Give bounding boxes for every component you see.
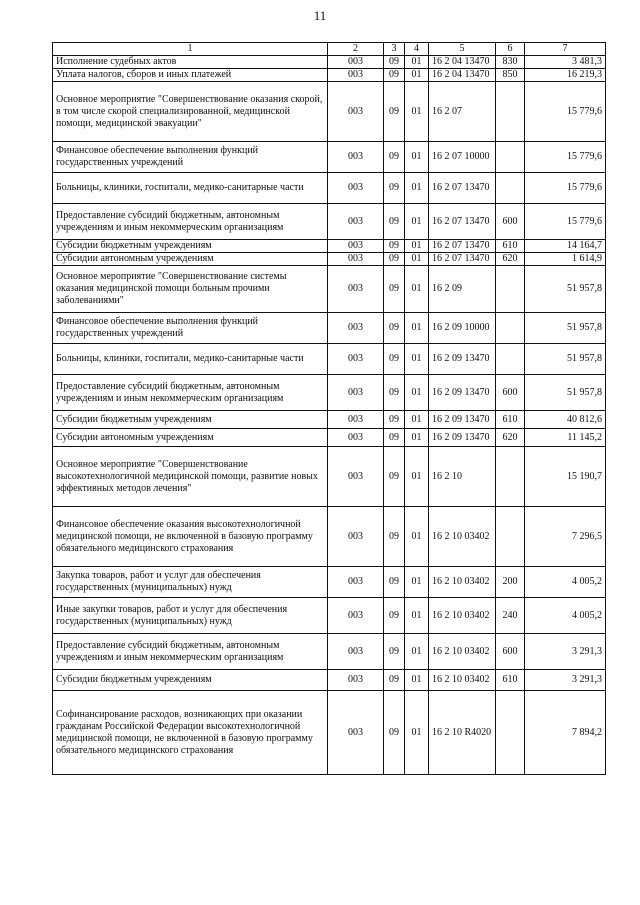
- table-row: [53, 447, 606, 507]
- table-row: [53, 344, 606, 375]
- item-name-cell: Уплата налогов, сборов и иных платежей: [53, 69, 328, 82]
- table-row: [53, 634, 606, 670]
- subsection-cell: 01: [405, 598, 429, 634]
- budget-table: [52, 42, 606, 775]
- expense-type-cell: 600: [496, 375, 525, 411]
- subsection-cell: 01: [405, 375, 429, 411]
- section-cell: 09: [384, 598, 405, 634]
- ministry-code-cell: 003: [328, 344, 384, 375]
- table-row: [53, 313, 606, 344]
- target-article-cell: 16 2 09 13470: [429, 375, 496, 411]
- table-row: [53, 69, 606, 82]
- target-article-cell: 16 2 10: [429, 447, 496, 507]
- table-body: [53, 56, 606, 775]
- subsection-cell: 01: [405, 240, 429, 253]
- expense-type-cell: 610: [496, 670, 525, 691]
- target-article-cell: 16 2 07 13470: [429, 240, 496, 253]
- section-cell: 09: [384, 204, 405, 240]
- table-row: [53, 691, 606, 775]
- item-name-cell: Финансовое обеспечение выполнения функций государственных учреждений: [53, 313, 328, 344]
- header-row: [53, 43, 606, 56]
- item-name-cell: Субсидии автономным учреждениям: [53, 429, 328, 447]
- section-cell: 09: [384, 507, 405, 567]
- section-cell: 09: [384, 670, 405, 691]
- ministry-code-cell: 003: [328, 82, 384, 142]
- amount-cell: 3 291,3: [525, 634, 606, 670]
- expense-type-cell: [496, 344, 525, 375]
- amount-cell: 11 145,2: [525, 429, 606, 447]
- ministry-code-cell: 003: [328, 634, 384, 670]
- table-row: [53, 82, 606, 142]
- target-article-cell: 16 2 09 13470: [429, 429, 496, 447]
- target-article-cell: 16 2 07 10000: [429, 142, 496, 173]
- subsection-cell: 01: [405, 507, 429, 567]
- target-article-cell: 16 2 09 13470: [429, 411, 496, 429]
- header-cell: 7: [525, 43, 606, 56]
- table-row: [53, 266, 606, 313]
- item-name-cell: Финансовое обеспечение выполнения функций государственных учреждений: [53, 142, 328, 173]
- table-row: [53, 429, 606, 447]
- subsection-cell: 01: [405, 253, 429, 266]
- section-cell: 09: [384, 691, 405, 775]
- target-article-cell: 16 2 10 03402: [429, 670, 496, 691]
- ministry-code-cell: 003: [328, 266, 384, 313]
- amount-cell: 15 779,6: [525, 173, 606, 204]
- amount-cell: 15 779,6: [525, 82, 606, 142]
- amount-cell: 7 894,2: [525, 691, 606, 775]
- subsection-cell: 01: [405, 634, 429, 670]
- table-row: [53, 204, 606, 240]
- ministry-code-cell: 003: [328, 670, 384, 691]
- expense-type-cell: 600: [496, 204, 525, 240]
- target-article-cell: 16 2 10 03402: [429, 598, 496, 634]
- header-cell: 3: [384, 43, 405, 56]
- header-cell: 5: [429, 43, 496, 56]
- amount-cell: 4 005,2: [525, 567, 606, 598]
- item-name-cell: Субсидии бюджетным учреждениям: [53, 670, 328, 691]
- expense-type-cell: 610: [496, 411, 525, 429]
- amount-cell: 51 957,8: [525, 375, 606, 411]
- section-cell: 09: [384, 567, 405, 598]
- expense-type-cell: [496, 173, 525, 204]
- ministry-code-cell: 003: [328, 567, 384, 598]
- amount-cell: 15 190,7: [525, 447, 606, 507]
- table-row: [53, 598, 606, 634]
- item-name-cell: Субсидии бюджетным учреждениям: [53, 240, 328, 253]
- page-number: 11: [313, 8, 327, 23]
- section-cell: 09: [384, 69, 405, 82]
- item-name-cell: Предоставление субсидий бюджетным, автономным учреждениям и иным некоммерческим организациям: [53, 375, 328, 411]
- amount-cell: 15 779,6: [525, 142, 606, 173]
- item-name-cell: Предоставление субсидий бюджетным, автономным учреждениям и иным некоммерческим организациям: [53, 204, 328, 240]
- section-cell: 09: [384, 344, 405, 375]
- ministry-code-cell: 003: [328, 313, 384, 344]
- amount-cell: 3 291,3: [525, 670, 606, 691]
- expense-type-cell: [496, 82, 525, 142]
- target-article-cell: 16 2 04 13470: [429, 56, 496, 69]
- section-cell: 09: [384, 411, 405, 429]
- expense-type-cell: [496, 313, 525, 344]
- item-name-cell: Основное мероприятие "Совершенствование системы оказания медицинской помощи больным прочими заболеваниями": [53, 266, 328, 313]
- ministry-code-cell: 003: [328, 447, 384, 507]
- target-article-cell: 16 2 10 03402: [429, 507, 496, 567]
- target-article-cell: 16 2 04 13470: [429, 69, 496, 82]
- subsection-cell: 01: [405, 204, 429, 240]
- subsection-cell: 01: [405, 82, 429, 142]
- subsection-cell: 01: [405, 429, 429, 447]
- table-row: [53, 375, 606, 411]
- expense-type-cell: [496, 691, 525, 775]
- amount-cell: 40 812,6: [525, 411, 606, 429]
- header-cell: 4: [405, 43, 429, 56]
- item-name-cell: Финансовое обеспечение оказания высокотехнологичной медицинской помощи, не включенной в базовую программу обязательного медицинского страхования: [53, 507, 328, 567]
- amount-cell: 16 219,3: [525, 69, 606, 82]
- target-article-cell: 16 2 07 13470: [429, 173, 496, 204]
- amount-cell: 51 957,8: [525, 313, 606, 344]
- item-name-cell: Больницы, клиники, госпитали, медико-санитарные части: [53, 344, 328, 375]
- header-cell: 2: [328, 43, 384, 56]
- ministry-code-cell: 003: [328, 69, 384, 82]
- amount-cell: 1 614,9: [525, 253, 606, 266]
- item-name-cell: Субсидии автономным учреждениям: [53, 253, 328, 266]
- subsection-cell: 01: [405, 670, 429, 691]
- target-article-cell: 16 2 09 13470: [429, 344, 496, 375]
- item-name-cell: Больницы, клиники, госпитали, медико-санитарные части: [53, 173, 328, 204]
- section-cell: 09: [384, 429, 405, 447]
- item-name-cell: Предоставление субсидий бюджетным, автономным учреждениям и иным некоммерческим организациям: [53, 634, 328, 670]
- target-article-cell: 16 2 10 03402: [429, 567, 496, 598]
- item-name-cell: Основное мероприятие "Совершенствование высокотехнологичной медицинской помощи, развитие новых эффективных методов лечения": [53, 447, 328, 507]
- ministry-code-cell: 003: [328, 429, 384, 447]
- header-cell: 1: [53, 43, 328, 56]
- expense-type-cell: 600: [496, 634, 525, 670]
- ministry-code-cell: 003: [328, 253, 384, 266]
- subsection-cell: 01: [405, 56, 429, 69]
- item-name-cell: Иные закупки товаров, работ и услуг для обеспечения государственных (муниципальных) нужд: [53, 598, 328, 634]
- expense-type-cell: [496, 142, 525, 173]
- table-row: [53, 253, 606, 266]
- item-name-cell: Софинансирование расходов, возникающих при оказании гражданам Российской Федерации высокотехнологичной медицинской помощи, не включенной в базовую программу обязательного медицинского страхования: [53, 691, 328, 775]
- table-row: [53, 411, 606, 429]
- section-cell: 09: [384, 142, 405, 173]
- expense-type-cell: 830: [496, 56, 525, 69]
- amount-cell: 4 005,2: [525, 598, 606, 634]
- item-name-cell: Закупка товаров, работ и услуг для обеспечения государственных (муниципальных) нужд: [53, 567, 328, 598]
- subsection-cell: 01: [405, 447, 429, 507]
- subsection-cell: 01: [405, 69, 429, 82]
- subsection-cell: 01: [405, 691, 429, 775]
- section-cell: 09: [384, 447, 405, 507]
- header-cell: 6: [496, 43, 525, 56]
- table-row: [53, 173, 606, 204]
- expense-type-cell: [496, 266, 525, 313]
- ministry-code-cell: 003: [328, 598, 384, 634]
- table-row: [53, 507, 606, 567]
- target-article-cell: 16 2 09: [429, 266, 496, 313]
- subsection-cell: 01: [405, 411, 429, 429]
- amount-cell: 3 481,3: [525, 56, 606, 69]
- target-article-cell: 16 2 07: [429, 82, 496, 142]
- amount-cell: 14 164,7: [525, 240, 606, 253]
- expense-type-cell: 240: [496, 598, 525, 634]
- target-article-cell: 16 2 10 R4020: [429, 691, 496, 775]
- subsection-cell: 01: [405, 567, 429, 598]
- subsection-cell: 01: [405, 313, 429, 344]
- subsection-cell: 01: [405, 344, 429, 375]
- table-row: [53, 56, 606, 69]
- ministry-code-cell: 003: [328, 240, 384, 253]
- ministry-code-cell: 003: [328, 142, 384, 173]
- ministry-code-cell: 003: [328, 56, 384, 69]
- subsection-cell: 01: [405, 173, 429, 204]
- expense-type-cell: 850: [496, 69, 525, 82]
- table-row: [53, 567, 606, 598]
- section-cell: 09: [384, 240, 405, 253]
- section-cell: 09: [384, 634, 405, 670]
- section-cell: 09: [384, 173, 405, 204]
- section-cell: 09: [384, 56, 405, 69]
- ministry-code-cell: 003: [328, 204, 384, 240]
- subsection-cell: 01: [405, 266, 429, 313]
- table-row: [53, 142, 606, 173]
- target-article-cell: 16 2 07 13470: [429, 204, 496, 240]
- ministry-code-cell: 003: [328, 691, 384, 775]
- expense-type-cell: 620: [496, 253, 525, 266]
- ministry-code-cell: 003: [328, 375, 384, 411]
- section-cell: 09: [384, 375, 405, 411]
- item-name-cell: Субсидии бюджетным учреждениям: [53, 411, 328, 429]
- expense-type-cell: [496, 447, 525, 507]
- section-cell: 09: [384, 313, 405, 344]
- table-row: [53, 670, 606, 691]
- section-cell: 09: [384, 266, 405, 313]
- expense-type-cell: 200: [496, 567, 525, 598]
- section-cell: 09: [384, 82, 405, 142]
- item-name-cell: Исполнение судебных актов: [53, 56, 328, 69]
- table-row: [53, 240, 606, 253]
- target-article-cell: 16 2 10 03402: [429, 634, 496, 670]
- subsection-cell: 01: [405, 142, 429, 173]
- target-article-cell: 16 2 07 13470: [429, 253, 496, 266]
- item-name-cell: Основное мероприятие "Совершенствование оказания скорой, в том числе скорой специализированной, медицинской помощи, медицинской эвакуации": [53, 82, 328, 142]
- amount-cell: 15 779,6: [525, 204, 606, 240]
- amount-cell: 51 957,8: [525, 266, 606, 313]
- expense-type-cell: 620: [496, 429, 525, 447]
- ministry-code-cell: 003: [328, 411, 384, 429]
- target-article-cell: 16 2 09 10000: [429, 313, 496, 344]
- ministry-code-cell: 003: [328, 507, 384, 567]
- section-cell: 09: [384, 253, 405, 266]
- expense-type-cell: [496, 507, 525, 567]
- amount-cell: 7 296,5: [525, 507, 606, 567]
- ministry-code-cell: 003: [328, 173, 384, 204]
- expense-type-cell: 610: [496, 240, 525, 253]
- amount-cell: 51 957,8: [525, 344, 606, 375]
